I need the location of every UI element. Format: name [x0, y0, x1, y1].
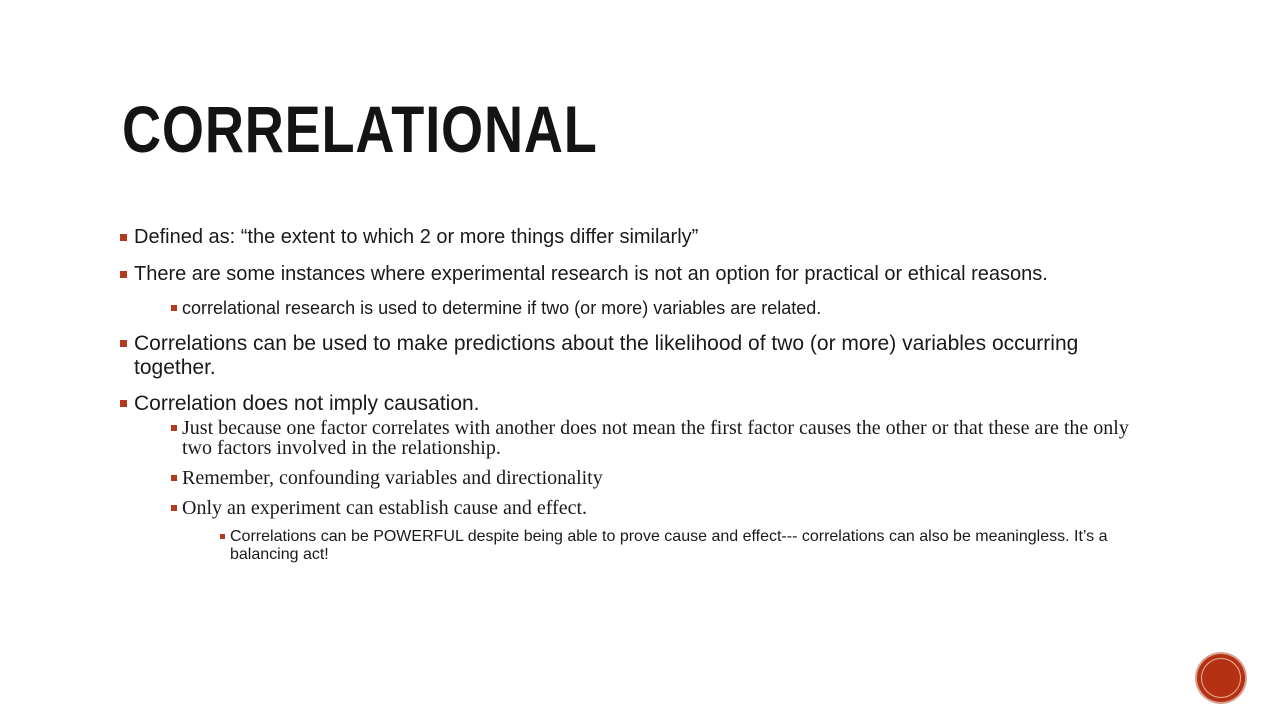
bullet-marker-icon	[120, 340, 127, 347]
bullet-marker-icon	[220, 534, 225, 539]
bullet-text: Correlation does not imply causation.	[134, 392, 480, 415]
badge-ring-icon	[1201, 658, 1241, 698]
sub-bullet-item	[120, 298, 1160, 318]
bullet-text: Remember, confounding variables and directionality	[182, 467, 603, 489]
bullet-marker-icon	[171, 305, 177, 311]
bullet-marker-icon	[120, 271, 127, 278]
bullet-text: Defined as: “the extent to which 2 or more things differ similarly”	[134, 226, 699, 248]
bullet-text: Just because one factor correlates with another does not mean the first factor causes the other or that these are the only two factors involved in the relationship.	[182, 417, 1129, 459]
slide-title: CORRELATIONAL	[122, 92, 598, 166]
bullet-text: Correlations can be used to make predictions about the likelihood of two (or more) variables occurring together.	[134, 332, 1079, 379]
bullet-marker-icon	[120, 400, 127, 407]
slide-number-badge	[1197, 654, 1245, 702]
sub-bullet-item	[120, 468, 1160, 488]
bullet-text: There are some instances where experimental research is not an option for practical or ethical reasons.	[134, 263, 1048, 285]
bullet-text: correlational research is used to determine if two (or more) variables are related.	[182, 298, 822, 318]
bullet-marker-icon	[171, 505, 177, 511]
bullet-marker-icon	[171, 425, 177, 431]
sub-bullet-item	[120, 498, 1160, 518]
bullet-item	[120, 263, 1160, 286]
bullet-text: Only an experiment can establish cause and effect.	[182, 497, 588, 519]
sub-bullet-item	[120, 418, 1160, 458]
bullet-item	[120, 332, 1160, 380]
bullet-marker-icon	[120, 234, 127, 241]
bullet-text: Correlations can be POWERFUL despite being able to prove cause and effect--- correlations can also be meaningless. It’s a balancing act!	[230, 528, 1108, 563]
bullet-item	[120, 226, 1160, 249]
bullet-marker-icon	[171, 475, 177, 481]
bullet-item	[120, 392, 1160, 416]
bullet-list	[120, 226, 1160, 572]
sub-sub-bullet-item	[120, 528, 1160, 564]
